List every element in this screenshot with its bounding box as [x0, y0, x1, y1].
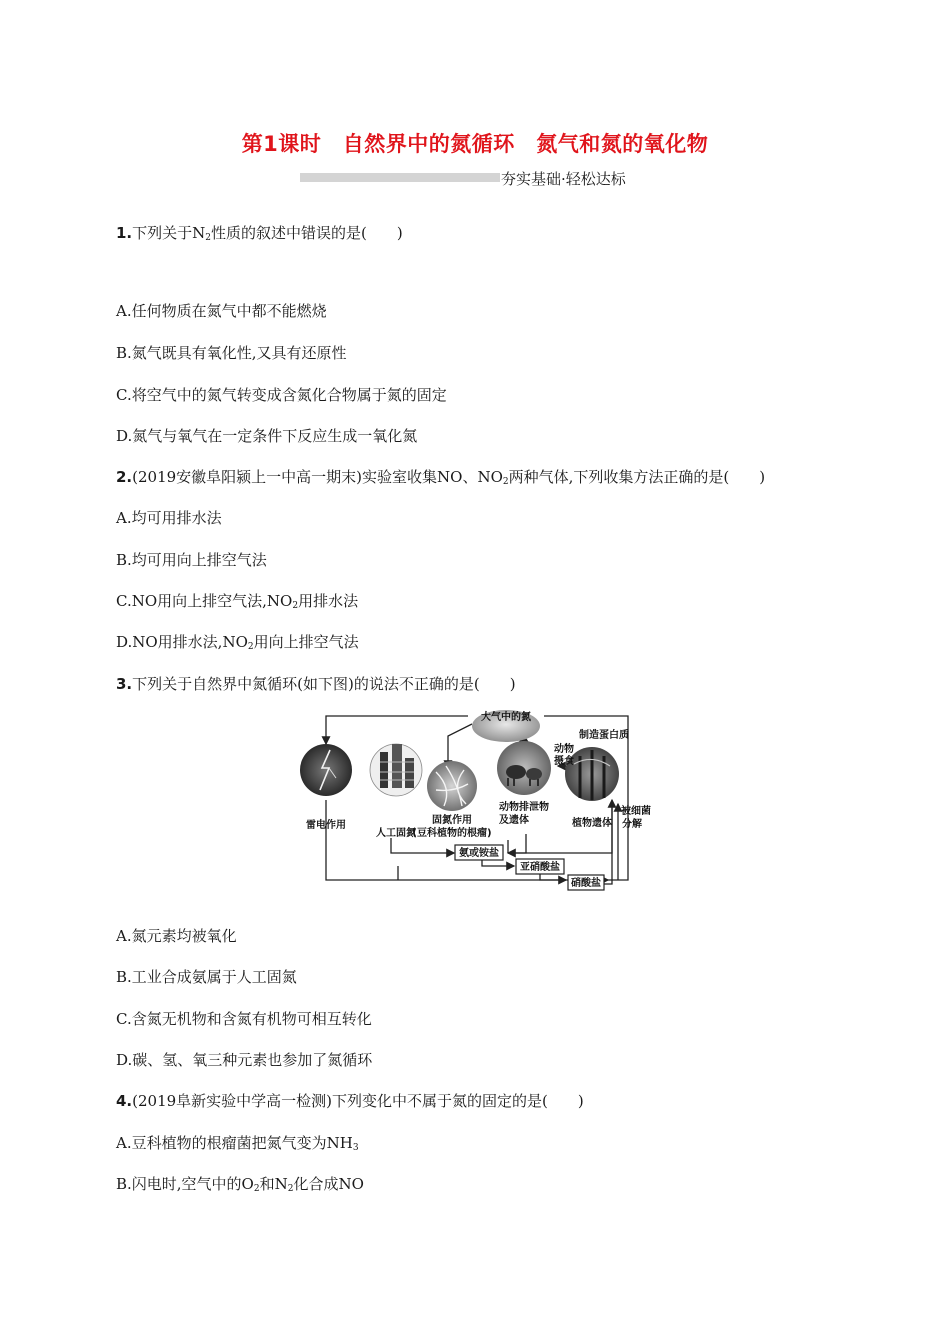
section-label: 夯实基础·轻松达标: [501, 170, 626, 188]
atmosphere-label: 大气中的氮: [481, 712, 531, 723]
text-segment: 两种气体,下列收集方法正确的是(: [508, 468, 730, 486]
question-2-option-d[interactable]: [116, 631, 359, 652]
question-2-stem: [116, 466, 765, 487]
closing-paren: ): [396, 224, 403, 242]
question-1-option-a[interactable]: [116, 300, 327, 321]
subscript: 2: [205, 233, 212, 243]
text-segment: 下列关于自然界中氮循环(如下图)的说法不正确的是(: [132, 675, 480, 693]
text-segment: 和N: [259, 1175, 288, 1193]
text-segment: D.NO用排水法,NO: [116, 633, 248, 651]
text-segment: 用向上排空气法: [253, 633, 359, 651]
question-4-stem: [116, 1090, 584, 1111]
closing-paren: ): [577, 1092, 584, 1110]
root-nodule-icon: [427, 761, 477, 811]
eating-label-line1: 动物: [554, 744, 574, 755]
text-segment: A.均可用排水法: [116, 509, 222, 527]
subscript: 2: [247, 642, 254, 652]
text-segment: C.NO用向上排空气法,NO: [116, 592, 293, 610]
subscript: 3: [352, 1143, 359, 1153]
text-segment: B.工业合成氨属于人工固氮: [116, 968, 297, 986]
banner-bar: [300, 173, 500, 182]
text-segment: 性质的叙述中错误的是(: [211, 224, 367, 242]
nitrite-label: 亚硝酸盐: [520, 862, 560, 873]
text-segment: 用排水法: [298, 592, 359, 610]
eating-label-line2: 摄食: [554, 756, 574, 767]
subscript: 2: [253, 1184, 260, 1194]
ammonia-box: [455, 845, 503, 860]
text-segment: B.均可用向上排空气法: [116, 551, 267, 569]
protein-label: 制造蛋白质: [579, 730, 629, 741]
animal-waste-label-line1: 动物排泄物: [499, 802, 549, 813]
closing-paren: ): [509, 675, 516, 693]
question-1-stem: [116, 222, 403, 243]
fixation-label-line2: (豆科植物的根瘤): [412, 828, 492, 839]
factory-icon: [370, 744, 422, 796]
text-segment: 化合成NO: [293, 1175, 364, 1193]
text-segment: 下列关于N: [132, 224, 206, 242]
fixation-label-line1: 固氮作用: [432, 815, 472, 826]
question-3-stem: [116, 673, 516, 694]
question-2-option-a[interactable]: [116, 507, 222, 528]
ammonia-label: 氨或铵盐: [459, 848, 499, 859]
question-number: 4.: [116, 1092, 133, 1110]
subscript: 2: [292, 601, 299, 611]
nitrate-box: [568, 875, 604, 890]
animal-waste-label-line2: 及遗体: [499, 815, 529, 826]
question-number: 1.: [116, 224, 133, 242]
subscript: 2: [502, 477, 509, 487]
plant-remains-label: 植物遗体: [572, 818, 612, 829]
text-segment: B.闪电时,空气中的O: [116, 1175, 254, 1193]
question-1-option-b[interactable]: [116, 342, 347, 363]
question-3-option-a[interactable]: [116, 925, 237, 946]
closing-paren: ): [759, 468, 766, 486]
question-2-option-c[interactable]: [116, 590, 358, 611]
question-3-option-d[interactable]: [116, 1049, 372, 1070]
nitrate-label: 硝酸盐: [571, 878, 601, 889]
nitrite-box: [516, 859, 564, 874]
text-segment: A.豆科植物的根瘤菌把氮气变为NH: [116, 1134, 353, 1152]
lightning-label: 雷电作用: [306, 820, 346, 831]
decomposition-label-line1: 被细菌: [621, 806, 651, 817]
page-title: 第1课时 自然界中的氮循环 氮气和氮的氧化物: [241, 132, 709, 156]
question-1-option-c[interactable]: [116, 384, 447, 405]
text-segment: C.含氮无机物和含氮有机物可相互转化: [116, 1010, 372, 1028]
text-segment: A.任何物质在氮气中都不能燃烧: [116, 302, 327, 320]
lightning-icon: [300, 744, 352, 796]
text-segment: (2019阜新实验中学高一检测)下列变化中不属于氮的固定的是(: [132, 1092, 548, 1110]
text-segment: A.氮元素均被氧化: [116, 927, 237, 945]
question-number: 3.: [116, 675, 133, 693]
question-number: 2.: [116, 468, 133, 486]
decomposition-label-line2: 分解: [622, 819, 642, 830]
text-segment: B.氮气既具有氧化性,又具有还原性: [116, 344, 347, 362]
question-3-option-c[interactable]: [116, 1008, 372, 1029]
subscript: 2: [287, 1184, 294, 1194]
animals-icon: [497, 741, 551, 795]
artificial-fixation-label: 人工固氮: [376, 828, 416, 839]
nitrogen-cycle-diagram: [296, 708, 656, 894]
text-segment: (2019安徽阜阳颍上一中高一期末)实验室收集NO、NO: [132, 468, 503, 486]
text-segment: D.碳、氢、氧三种元素也参加了氮循环: [116, 1051, 373, 1069]
question-1-option-d[interactable]: [116, 425, 417, 446]
text-segment: D.氮气与氧气在一定条件下反应生成一氧化氮: [116, 427, 418, 445]
question-3-option-b[interactable]: [116, 966, 297, 987]
text-segment: C.将空气中的氮气转变成含氮化合物属于氮的固定: [116, 386, 447, 404]
question-2-option-b[interactable]: [116, 549, 267, 570]
question-4-option-a[interactable]: [116, 1132, 359, 1153]
question-4-option-b[interactable]: [116, 1173, 364, 1194]
